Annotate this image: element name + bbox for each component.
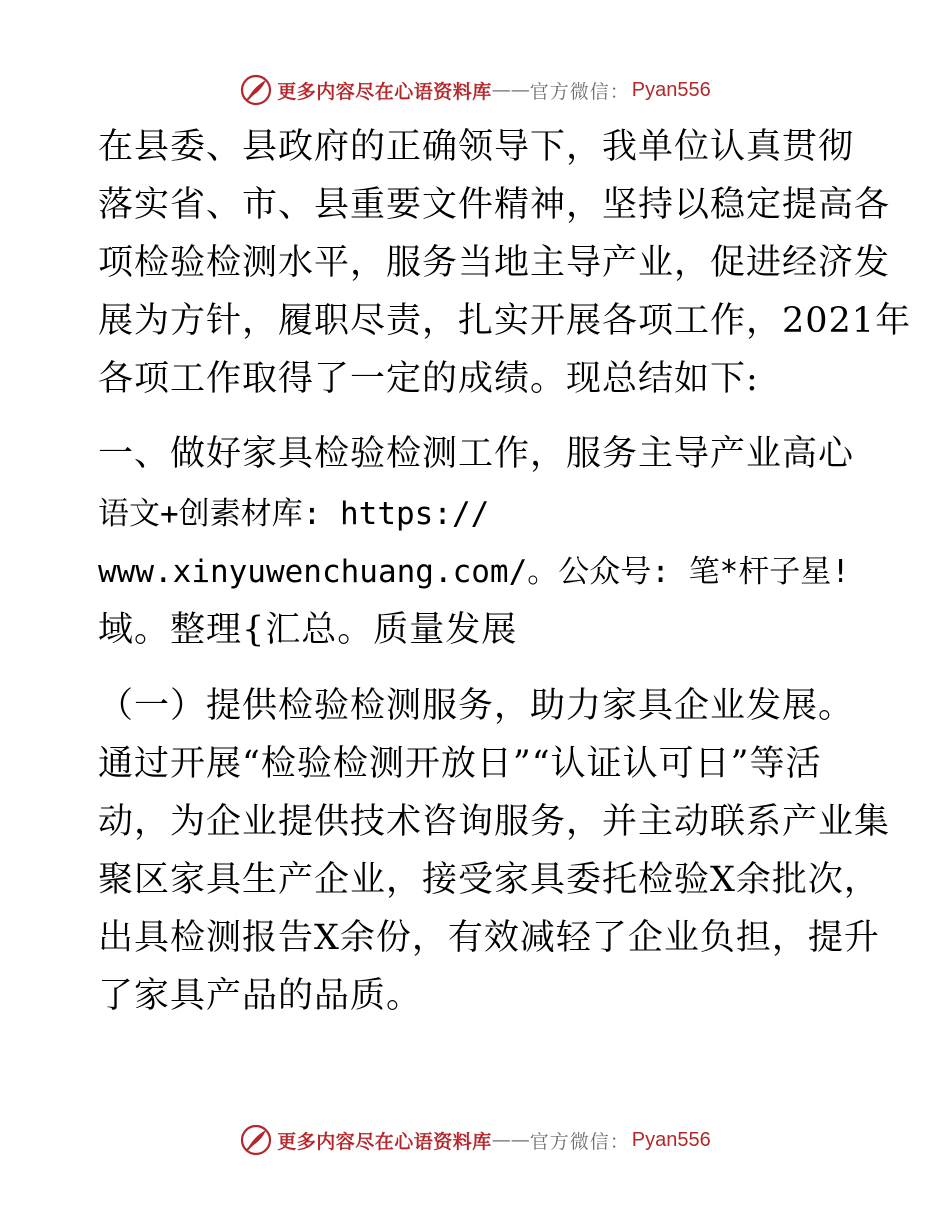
body-line: 出具检测报告X余份，有效减轻了企业负担，提升 [98,918,880,958]
banner-separator: —— [491,79,530,101]
body-line: 在县委、县政府的正确领导下，我单位认真贯彻 [98,127,855,167]
body-line: 域。整理{汇总。质量发展 [98,610,518,650]
body-line: 通过开展“检验检测开放日”“认证认可日”等活 [98,744,822,784]
banner-wechat-label: 官方微信： [529,1130,630,1153]
body-line: 聚区家具生产企业，接受家具委托检验X余批次， [98,860,880,900]
body-line: 落实省、市、县重要文件精神，坚持以稳定提高各 [98,185,891,225]
footer-watermark-banner [0,1120,950,1160]
banner-separator: —— [491,1129,530,1151]
body-line: 展为方针，履职尽责，扎实开展各项工作，2021年 [98,301,912,341]
body-line: 动，为企业提供技术咨询服务，并主动联系产业集 [98,802,891,842]
banner-wechat-id: Pyan556 [631,78,711,101]
body-line: 语文+创素材库: https:// [98,496,490,532]
body-line: 了家具产品的品质。 [98,976,423,1016]
banner-wechat-label: 官方微信： [529,80,630,103]
body-line: 项检验检测水平，服务当地主导产业，促进经济发 [98,243,891,283]
body-line: 各项工作取得了一定的成绩。现总结如下: [98,359,759,399]
header-watermark-banner [0,70,950,110]
banner-text: 更多内容尽在心语资料库 [277,80,492,103]
banner-wechat-id: Pyan556 [631,1128,711,1151]
body-line: www.xinyuwenchuang.com/。公众号: 笔*杆子星! [98,554,850,590]
section-heading: 一、做好家具检验检测工作，服务主导产业高心 [98,434,855,474]
subsection-heading: （一）提供检验检测服务，助力家具企业发展。 [98,686,855,726]
banner-text: 更多内容尽在心语资料库 [277,1130,492,1153]
quill-logo-icon [239,1123,273,1157]
quill-logo-icon [239,73,273,107]
